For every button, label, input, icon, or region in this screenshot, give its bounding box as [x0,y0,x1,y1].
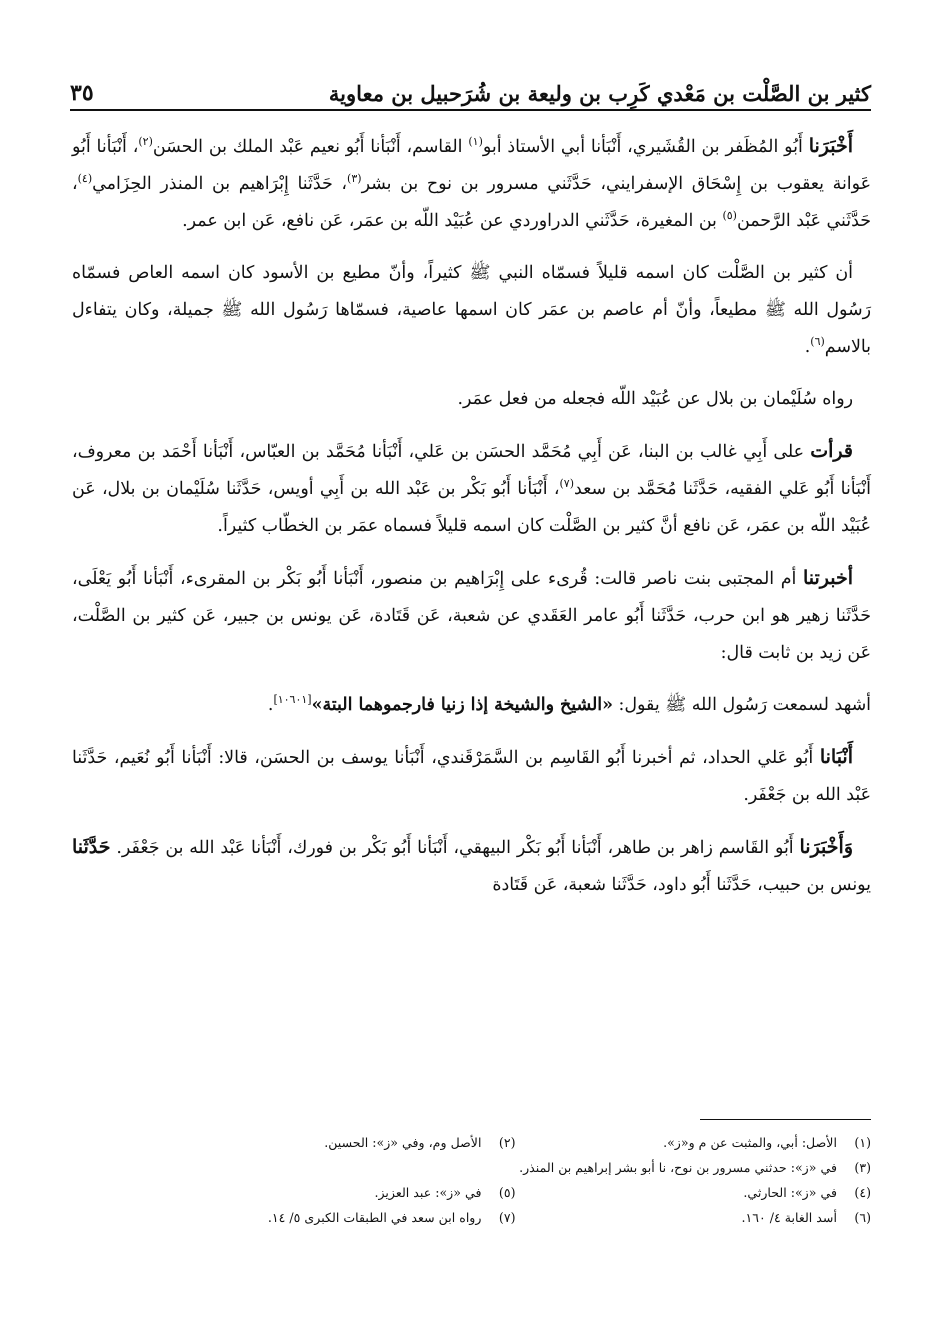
footnote-row [160,1180,871,1205]
paragraph-text: أم المجتبى بنت ناصر قالت: قُرىء على إِبْرَاهيم بن منصور، أَنْبَأنا أَبُو بَكْر بن المقرىء، أَنْبَأنا أَبُو يَعْلَى، حَدَّثَنا زهير هو ابن حرب، حَدَّثَنا أَبُو عامر العَقَدي عن شعبة، عَن قَتَادة، عَن يونس بن جبير، عَن كثير بن الصَّلْت، عَن زيد بن ثابت قال: [72,569,871,663]
paragraph-text: . [267,695,274,715]
footnote-marker: (٣) [347,172,362,186]
footnote [160,1205,516,1230]
footnote-text: الأصل: أبي، والمثبت عن م و«ز». [663,1135,837,1150]
footnote [160,1180,516,1205]
paragraph-2 [72,255,871,366]
paragraph-text: أن كثير بن الصَّلْت كان اسمه قليلاً فسمّاه النبي ﷺ كثيراً، وأنّ مطيع بن الأسود كان اسمه العاص فسمّاه رَسُول الله ﷺ مطيعاً، وأنّ أم عاصم بن عمَر كان اسمها عاصية، فسمّاها رَسُول الله ﷺ جميلة، وكان يتفاءل بالاسم [72,263,871,357]
page-header [70,62,871,106]
footnote-text: في «ز»: الحارثي. [743,1185,837,1200]
footnote-number: (٣) [854,1160,871,1175]
footnote [516,1205,872,1230]
paragraph-text: يونس بن حبيب، حَدَّثَنا أَبُو داود، حَدَّثَنا شعبة، عَن قَتَادة [492,875,871,895]
footnote-row [160,1205,871,1230]
footnote-number: (١) [854,1135,871,1150]
footnote-marker: (١) [468,135,483,149]
paragraph-text: بن المغيرة، حَدَّثَني الدراوردي عن عُبَيْد اللّه بن عمَر، عَن نافع، عَن ابن عمر. [182,211,723,231]
paragraph-text: القاسم، أَنْبَأنا أَبُو نعيم عَبْد الملك بن الحسَن [152,137,469,157]
header-rule [70,109,871,111]
footnote [516,1130,872,1155]
footnote-marker: (٦) [810,335,825,349]
footnote-text: رواه ابن سعد في الطبقات الكبرى ٥/ ١٤. [267,1210,482,1225]
paragraph-6 [72,687,871,724]
paragraph-text: ، حَدَّثَني عَبْد الرَّحمن [72,174,871,231]
footnote-rule [700,1119,871,1120]
paragraph-text: أَبُو المُظَفر بن القُشَيري، أَنْبَأنا أبي الأستاذ أبو [482,137,809,157]
paragraph-4 [72,433,871,545]
paragraph-text: رواه سُلَيْمان بن بلال عن عُبَيْد اللّه فجعله من فعل عمَر. [457,389,853,409]
paragraph-keyword: أخبرتنا [802,567,853,589]
paragraph-text: ، حَدَّثَنا إِبْرَاهيم بن المنذر الحِزَامي [92,174,348,194]
footnote-row [160,1155,871,1180]
footnote-marker: (٤) [77,172,93,186]
footnote-marker: (٥) [722,209,737,223]
footnote-number: (٤) [854,1185,871,1200]
paragraph-1 [72,128,871,240]
footnote-marker: (٧) [559,477,575,491]
paragraph-3 [72,381,871,418]
footnote-row [160,1130,871,1155]
paragraph-keyword: أَخْبَرَنا [808,135,854,157]
footnote-text: في «ز»: عبد العزيز. [374,1185,482,1200]
footnote-number: (٥) [498,1185,516,1200]
paragraph-text: أشهد لسمعت رَسُول الله ﷺ يقول: [613,695,871,715]
footnote [160,1155,871,1180]
footnote-text: في «ز»: حدثني مسرور بن نوح، نا أبو بشر إبراهيم بن المنذر. [519,1160,837,1175]
footnote-text: أسد الغابة ٤/ ١٦٠. [741,1210,837,1225]
footnote [160,1130,516,1155]
paragraph-5 [72,560,871,672]
paragraph-8 [72,829,871,904]
footnote-marker: (٢) [138,135,153,149]
paragraph-text: أَبُو القَاسم زاهر بن طاهر، أَنْبَأنا أَبُو بَكْر البيهقي، أَنْبَأنا أَبُو بَكْر بن فورك، أَنْبَأنا عَبْد الله بن جَعْفَر. [110,838,800,858]
footnote-number: (٢) [498,1135,516,1150]
paragraph-text: أَبُو عَلي الحداد، ثم أخبرنا أَبُو القَاسِم بن السَّمَرْقَندي، أَنْبَأنا يوسف بن الحسَن، قالا: أَنْبَأنا أَبُو نُعَيم، حَدَّثَنا عَبْد الله بن جَعْفَر. [72,748,871,805]
running-title: كثير بن الصَّلْت بن مَعْدي كَرِب بن وليعة بن شُرَحبيل بن معاوية [328,81,871,106]
paragraph-keyword: أَنْبَانا [819,746,853,768]
paragraph-7 [72,739,871,814]
paragraph-text: ، أَنْبَأنا أَبُو بَكْر بن عَبْد الله بن أَبِي أويس، حَدَّثَنا سُلَيْمان بن بلال، عَن عُبَيْد اللّه بن عمَر، عَن نافع أنَّ كثير بن الصَّلْت كان اسمه قليلاً فسماه عمَر بن الخطّاب كثيراً. [72,479,871,536]
paragraph-text: ، أَنْبَأنا أَبُو عَوانة يعقوب بن إِسْحَاق الإسفرايني، حَدَّثَني مسرور بن نوح بن بشر [72,137,871,194]
hadith-number: [١٠٦٠١] [273,693,312,707]
footnote-text: الأصل وم، وفي «ز»: الحسين. [324,1135,482,1150]
footnote-number: (٦) [854,1210,871,1225]
paragraph-keyword: حَدَّثَنا [72,836,111,858]
main-text [72,128,871,919]
paragraph-keyword: قرأت [810,440,853,462]
footnotes [160,1130,871,1230]
page-number: ٣٥ [70,80,94,106]
paragraph-text: على أَبِي غالب بن البنا، عَن أَبِي مُحَمَّد الحسَن بن عَلي، أَنْبَأنا مُحَمَّد بن العبّاس، أَنْبَأنا أَحْمَد بن معروف، أَنْبَأنا أَبُو عَلي الفقيه، حَدَّثَنا مُحَمَّد بن سعد [72,442,872,499]
hadith-quote: «الشيخ والشيخة إذا زنيا فارجموهما البتة» [311,695,614,715]
footnote [516,1180,872,1205]
paragraph-keyword: وَأَخْبَرَنا [799,836,853,858]
paragraph-text: . [804,337,811,357]
footnote-number: (٧) [498,1210,516,1225]
